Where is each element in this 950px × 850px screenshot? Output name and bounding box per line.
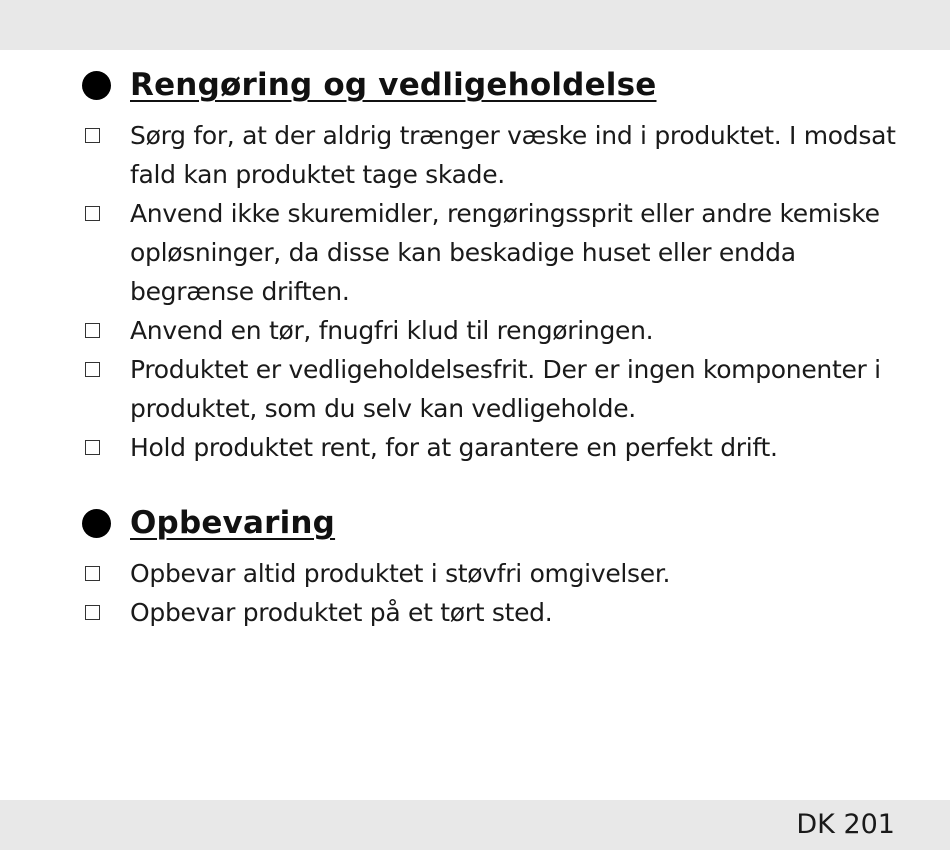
square-bullet-icon [85, 605, 100, 620]
list-item-text: Anvend ikke skuremidler, rengøringssprit eller andre kemiske opløsninger, da disse kan beskadige huset eller endda begrænse driften. [130, 199, 880, 306]
list-item [82, 194, 902, 311]
heading-bullet-icon [82, 509, 111, 538]
list-item [82, 428, 902, 467]
list-item [82, 554, 902, 593]
square-bullet-icon [85, 128, 100, 143]
instruction-list [82, 116, 902, 467]
section-storage [82, 500, 902, 632]
section-heading [82, 62, 902, 108]
square-bullet-icon [85, 566, 100, 581]
list-item-text: Produktet er vedligeholdelsesfrit. Der er ingen komponenter i produktet, som du selv kan vedligeholde. [130, 355, 881, 423]
section-cleaning-maintenance [82, 62, 902, 467]
section-title: Rengøring og vedligeholdelse [130, 67, 657, 103]
list-item [82, 350, 902, 428]
square-bullet-icon [85, 362, 100, 377]
page-number: DK 201 [796, 809, 895, 840]
list-item-text: Opbevar produktet på et tørt sted. [130, 598, 553, 627]
list-item-text: Hold produktet rent, for at garantere en perfekt drift. [130, 433, 778, 462]
instruction-list [82, 554, 902, 632]
square-bullet-icon [85, 323, 100, 338]
section-heading [82, 500, 902, 546]
list-item [82, 593, 902, 632]
list-item-text: Sørg for, at der aldrig trænger væske ind i produktet. I modsat fald kan produktet tage skade. [130, 121, 896, 189]
list-item-text: Opbevar altid produktet i støvfri omgivelser. [130, 559, 671, 588]
top-margin-band [0, 0, 950, 50]
list-item [82, 311, 902, 350]
heading-bullet-icon [82, 71, 111, 100]
section-title: Opbevaring [130, 505, 336, 541]
square-bullet-icon [85, 440, 100, 455]
list-item-text: Anvend en tør, fnugfri klud til rengøringen. [130, 316, 654, 345]
square-bullet-icon [85, 206, 100, 221]
list-item [82, 116, 902, 194]
